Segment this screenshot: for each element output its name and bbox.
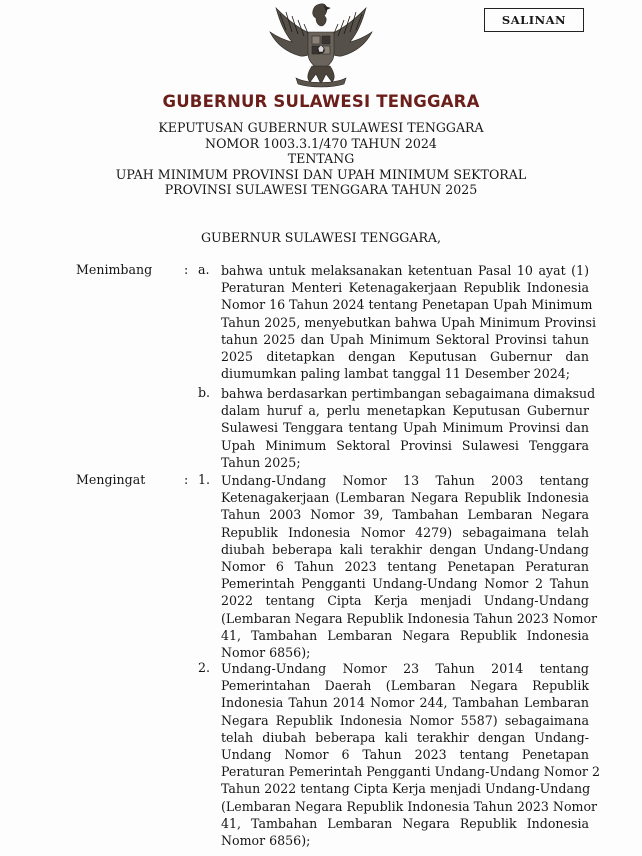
section-colon: : [184,262,189,277]
item-marker: a. [198,262,210,277]
text-line: Peraturan Menteri Ketenagakerjaan Republik Indonesia [221,280,589,296]
text-line: Sulawesi Tenggara tentang Upah Minimum Provinsi dan [221,420,589,436]
text-line: Nomor 16 Tahun 2024 tentang Penetapan Upah Minimum [221,297,593,313]
item-marker: 1. [198,472,211,487]
text-line: Undang-Undang Nomor 23 Tahun 2014 tentang [221,661,589,676]
text-line: diumumkan paling lambat tanggal 11 Desember 2024; [221,366,570,382]
item-marker: b. [198,385,211,400]
text-line: diubah beberapa kali terakhir dengan Undang-Undang [221,541,589,557]
text-line: Republik Indonesia Nomor 4279) sebagaimana telah [221,524,589,540]
text-line: telah diubah beberapa kali terakhir dengan Undang- [221,729,589,745]
text-line: Nomor 6856); [221,833,311,849]
copy-stamp-box [484,8,584,32]
text-line: Tahun 2025, menyebutkan bahwa Upah Minimum Provinsi [221,314,597,330]
text-line: Tahun 2003 Nomor 39, Tambahan Lembaran Negara [221,507,589,523]
section-colon: : [184,472,189,487]
text-line: Undang Nomor 6 Tahun 2023 tentang Penetapan [221,747,589,763]
copy-stamp-label: SALINAN [501,13,567,27]
text-line: (Lembaran Negara Republik Indonesia Tahun 2023 Nomor [221,610,598,626]
item-text [221,472,598,661]
text-line: 2025 ditetapkan dengan Keputusan Gubernur dan [221,349,589,365]
text-line: Pemerintah Pengganti Undang-Undang Nomor 2 Tahun [221,576,589,592]
item-text [221,262,597,382]
text-line: dalam huruf a, perlu menetapkan Keputusan Gubernur [221,403,589,419]
text-line: Tahun 2022 tentang Cipta Kerja menjadi Undang-Undang [221,781,591,797]
text-line: Indonesia Tahun 2014 Nomor 244, Tambahan Lembaran [221,695,589,711]
section-label: Mengingat [76,472,146,487]
text-line: 2022 tentang Cipta Kerja menjadi Undang-Undang [221,593,589,609]
text-line: Nomor 6856); [221,645,311,661]
decree-heading [0,120,642,198]
text-line: Peraturan Pemerintah Pengganti Undang-Undang Nomor 2 [221,764,600,780]
text-line: Negara Republik Indonesia Nomor 5587) sebagaimana [221,712,589,728]
text-line: bahwa berdasarkan pertimbangan sebagaimana dimaksud [221,386,596,401]
signatory-heading: GUBERNUR SULAWESI TENGGARA, [200,230,442,245]
decree-title: KEPUTUSAN GUBERNUR SULAWESI TENGGARA [158,120,484,135]
text-line: bahwa untuk melaksanakan ketentuan Pasal 10 ayat (1) [221,263,589,278]
text-line: Pemerintahan Daerah (Lembaran Negara Republik [221,678,589,694]
text-line: Undang-Undang Nomor 13 Tahun 2003 tentang [221,473,589,488]
text-line: tahun 2025 dan Upah Minimum Sektoral Provinsi tahun [221,331,589,347]
text-line: 41, Tambahan Lembaran Negara Republik Indonesia [221,815,589,831]
decree-number: NOMOR 1003.3.1/470 TAHUN 2024 [205,135,437,151]
section-label: Menimbang [76,262,153,277]
garuda-pancasila-icon [262,2,380,88]
text-line: Ketenagakerjaan (Lembaran Negara Republik Indonesia [221,490,589,506]
text-line: Nomor 6 Tahun 2023 tentang Penetapan Peraturan [221,559,589,575]
text-line: (Lembaran Negara Republik Indonesia Tahun 2023 Nomor [221,798,598,814]
text-line: Tahun 2025; [221,454,301,470]
item-text [221,385,596,471]
governor-title: GUBERNUR SULAWESI TENGGARA [162,92,480,111]
item-text [221,660,600,849]
decree-subject-line-2: PROVINSI SULAWESI TENGGARA TAHUN 2025 [164,182,478,197]
decree-subject-line-1: UPAH MINIMUM PROVINSI DAN UPAH MINIMUM SEKTORAL [115,166,527,182]
item-marker: 2. [198,660,211,675]
decree-tentang: TENTANG [287,151,355,166]
text-line: Upah Minimum Sektoral Provinsi Sulawesi Tenggara [221,437,589,453]
text-line: 41, Tambahan Lembaran Negara Republik Indonesia [221,627,589,643]
